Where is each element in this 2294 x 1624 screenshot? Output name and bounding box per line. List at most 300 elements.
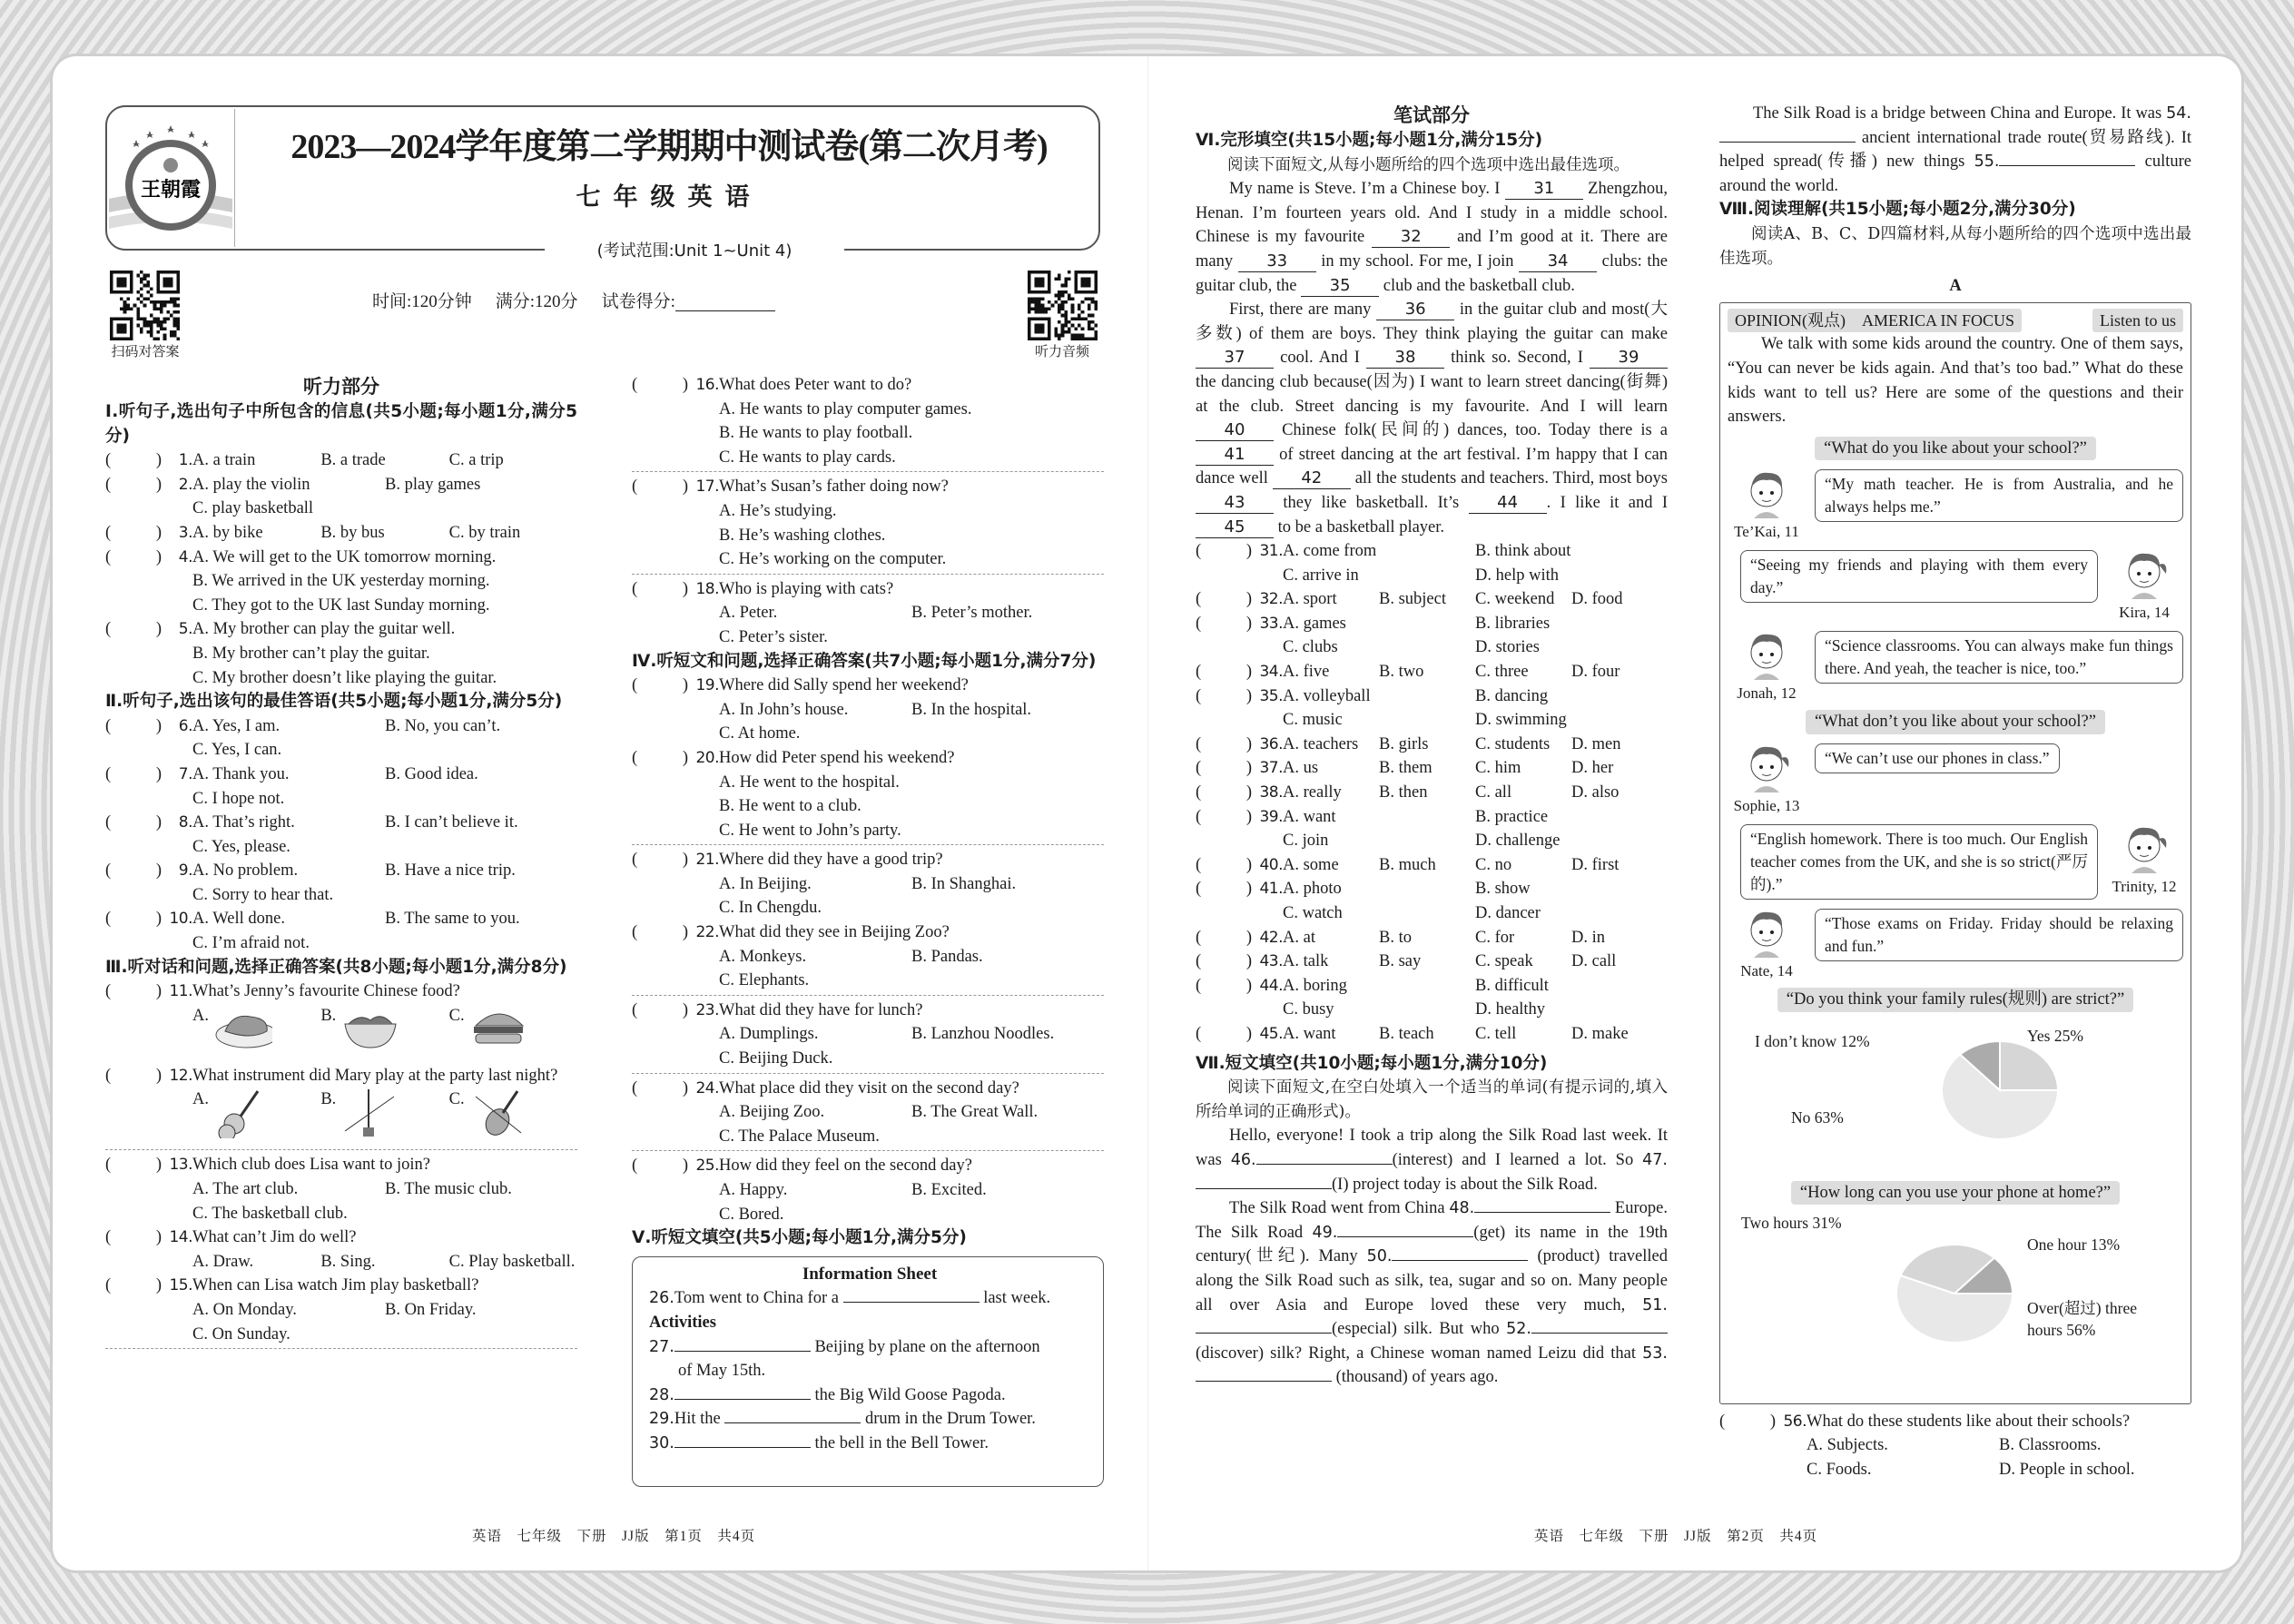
answer-bracket-45[interactable] [1196, 1022, 1252, 1047]
sheet-row [649, 1359, 1090, 1383]
question-text: Where did Sally spend her weekend? [719, 676, 969, 695]
option-b[interactable]: B. think about [1475, 542, 1571, 561]
option-a[interactable]: A. boring [1283, 976, 1347, 995]
option-a[interactable]: A. Subjects. [1807, 1436, 1888, 1455]
answer-bracket-33[interactable] [1196, 612, 1252, 660]
page-fold-divider [1147, 56, 1148, 1570]
option-c[interactable]: C. clubs [1283, 638, 1338, 657]
answer-blank[interactable] [843, 1302, 980, 1303]
option-d[interactable]: D. People in school. [1999, 1460, 2135, 1479]
question-17 [632, 475, 1104, 574]
option-a[interactable]: A. teachers [1283, 734, 1359, 753]
passage-banner [1728, 309, 2183, 333]
option-b[interactable]: B. a trade [320, 451, 386, 470]
question-text: What place did they visit on the second day? [719, 1078, 1019, 1097]
option-b[interactable]: B. them [1379, 759, 1433, 778]
question-45 [1196, 1022, 1668, 1047]
option-a[interactable] [192, 1004, 320, 1064]
question-gutter [1196, 781, 1283, 805]
answer-bracket-31[interactable] [1196, 539, 1252, 587]
answer-bracket-8[interactable] [105, 811, 162, 859]
option-c[interactable]: C. join [1283, 832, 1329, 851]
option-d[interactable]: D. make [1571, 1024, 1629, 1043]
option-c[interactable]: C. They got to the UK last Sunday morning. [192, 595, 490, 615]
option-c[interactable]: C. Bored. [719, 1205, 784, 1224]
option-b[interactable] [320, 1088, 448, 1147]
question-banner: “What do you like about your school?” [1815, 437, 2096, 461]
option-d[interactable]: D. food [1571, 590, 1623, 609]
section-title: Ⅱ.听句子,选出该句的最佳答语(共5小题;每小题1分,满分5分) [105, 692, 563, 712]
option-b[interactable]: B. play games [385, 475, 481, 494]
answer-bracket-25[interactable] [632, 1154, 688, 1226]
section-title: Ⅲ.听对话和问题,选择正确答案(共8小题;每小题1分,满分8分) [105, 957, 567, 977]
passage-text: (thousand) of years ago. [1332, 1368, 1499, 1387]
question-gutter [105, 763, 192, 811]
option-c[interactable]: C. Play basketball. [448, 1252, 576, 1271]
passage-text: Hello, everyone! I took a trip along the Silk Road last week. It was [1196, 1127, 1668, 1169]
question-body [1283, 684, 1668, 733]
question-body [1283, 660, 1668, 684]
option-a[interactable]: A. by bike [192, 523, 263, 542]
answer-bracket-39[interactable] [1196, 805, 1252, 853]
pie-slice [2000, 1041, 2058, 1090]
question-gutter [632, 920, 719, 993]
option-d[interactable]: D. dancer [1475, 904, 1541, 922]
option-c[interactable]: C. Beijing Duck. [719, 1049, 833, 1068]
cloze-blank-36[interactable]: 36 [1376, 300, 1454, 320]
option-c[interactable]: C. music [1283, 711, 1343, 730]
option-label: B. [320, 1006, 337, 1025]
option-d[interactable]: D. men [1571, 734, 1621, 753]
option-a[interactable]: A. That’s right. [192, 813, 295, 832]
cloze-blank-45[interactable]: 45 [1196, 517, 1274, 538]
option-a[interactable]: A. Peter. [719, 604, 778, 623]
passage-text: The Silk Road went from China [1229, 1199, 1450, 1218]
answer-bracket-23[interactable] [632, 999, 688, 1071]
question-number: 24. [695, 1078, 719, 1097]
answer-options [192, 617, 577, 690]
option-c[interactable]: C. weekend [1475, 590, 1555, 609]
answer-bracket-24[interactable] [632, 1077, 688, 1149]
option-c[interactable]: C. Elephants. [719, 971, 810, 990]
answer-bracket-34[interactable] [1196, 660, 1252, 684]
fill-blank-49[interactable] [1337, 1236, 1473, 1237]
option-c[interactable]: C. tell [1475, 1024, 1517, 1043]
question-gutter [632, 1077, 719, 1149]
speech-bubble: “My math teacher. He is from Australia, and he always helps me.” [1815, 469, 2183, 522]
option-a[interactable]: A. Beijing Zoo. [719, 1103, 825, 1122]
option-b[interactable]: B. libraries [1475, 614, 1551, 633]
option-c[interactable]: C. for [1475, 928, 1515, 947]
option-c[interactable]: C. all [1475, 783, 1512, 802]
option-b[interactable]: B. The Great Wall. [911, 1103, 1039, 1122]
option-a[interactable]: A. Well done. [192, 910, 285, 929]
option-c[interactable]: C. students [1475, 734, 1551, 753]
option-b[interactable]: B. I can’t believe it. [385, 813, 518, 832]
option-c[interactable]: C. My brother doesn’t like playing the guitar. [192, 668, 497, 687]
answer-bracket-35[interactable] [1196, 684, 1252, 733]
option-a[interactable]: A. want [1283, 807, 1336, 826]
option-d[interactable]: D. first [1571, 855, 1620, 874]
option-c[interactable]: C. speak [1475, 952, 1533, 971]
answer-bracket-22[interactable] [632, 920, 688, 993]
speech-row [1728, 627, 2183, 703]
answer-bracket-38[interactable] [1196, 781, 1252, 805]
question-body [1283, 950, 1668, 974]
answer-bracket-42[interactable] [1196, 926, 1252, 950]
option-a[interactable] [192, 1088, 320, 1147]
question-18 [632, 577, 1104, 650]
option-c[interactable]: C. He’s working on the computer. [719, 550, 947, 569]
option-b[interactable]: B. Sing. [320, 1252, 376, 1271]
question-body [719, 577, 1104, 650]
answer-bracket-56[interactable] [1719, 1410, 1776, 1482]
option-c[interactable]: C. a trip [448, 451, 504, 470]
answer-bracket-21[interactable] [632, 848, 688, 920]
cloze-blank-33[interactable]: 33 [1238, 251, 1316, 272]
option-a[interactable]: A. He wants to play computer games. [719, 399, 972, 418]
option-d[interactable]: D. challenge [1475, 832, 1561, 851]
option-c[interactable]: C. Foods. [1807, 1460, 1872, 1479]
logo-divider [234, 109, 235, 247]
option-a[interactable]: A. Yes, I am. [192, 716, 281, 735]
option-a[interactable]: A. In Beijing. [719, 874, 812, 893]
option-b[interactable]: B. Lanzhou Noodles. [911, 1025, 1055, 1044]
option-a[interactable]: A. In John’s house. [719, 700, 849, 719]
question-number: 18. [695, 579, 719, 598]
question-number: 3. [178, 523, 192, 542]
option-a[interactable]: A. On Monday. [192, 1301, 297, 1319]
option-b[interactable]: B. No, you can’t. [385, 716, 501, 735]
cloze-blank-43[interactable]: 43 [1196, 493, 1274, 514]
question-gutter [632, 848, 719, 920]
option-a[interactable]: A. some [1283, 855, 1339, 874]
score-field[interactable] [675, 295, 775, 311]
answer-bracket-5[interactable] [105, 617, 162, 690]
option-b[interactable]: B. Pandas. [911, 947, 983, 966]
option-d[interactable]: D. her [1571, 759, 1614, 778]
question-gutter [105, 811, 192, 859]
option-b[interactable]: B. show [1475, 880, 1531, 899]
option-b[interactable]: B. The same to you. [385, 910, 520, 929]
cloze-blank-32[interactable]: 32 [1372, 227, 1450, 248]
question-body [1283, 877, 1668, 925]
option-a[interactable]: A. us [1283, 759, 1319, 778]
option-c[interactable]: C. watch [1283, 904, 1343, 922]
answer-options [719, 872, 1104, 920]
option-d[interactable]: D. help with [1475, 566, 1559, 585]
option-b[interactable]: B. teach [1379, 1024, 1434, 1043]
answer-qr-code[interactable] [110, 271, 180, 340]
option-d[interactable]: D. stories [1475, 638, 1540, 657]
option-a[interactable]: A. talk [1283, 952, 1329, 971]
question-22 [632, 920, 1104, 996]
child-name: Te’Kai, 11 [1734, 523, 1799, 541]
option-a[interactable]: A. No problem. [192, 861, 299, 881]
option-b[interactable]: B. Classrooms. [1999, 1436, 2102, 1455]
option-b[interactable]: B. subject [1379, 590, 1446, 609]
question-gutter [1196, 733, 1283, 757]
item-text: Tom went to China for a [674, 1289, 839, 1308]
option-a[interactable]: A. We will get to the UK tomorrow morning. [192, 547, 497, 566]
answer-bracket-36[interactable] [1196, 733, 1252, 757]
question-31 [1196, 539, 1668, 587]
answer-options [192, 1177, 577, 1225]
option-c[interactable]: C. He went to John’s party. [719, 821, 901, 840]
option-c[interactable]: C. I’m afraid not. [192, 934, 310, 953]
option-a[interactable]: A. play the violin [192, 475, 310, 494]
speech-row [1728, 466, 2183, 541]
option-c[interactable]: C. In Chengdu. [719, 899, 822, 918]
cloze-blank-37[interactable]: 37 [1196, 348, 1274, 369]
option-c[interactable]: C. him [1475, 759, 1521, 778]
cloze-blank-39[interactable]: 39 [1590, 348, 1668, 369]
question-body [192, 473, 577, 521]
option-b[interactable]: B. On Friday. [385, 1301, 477, 1319]
question-8 [105, 811, 577, 859]
option-d[interactable]: D. four [1571, 663, 1620, 682]
answer-bracket-32[interactable] [1196, 587, 1252, 612]
answer-bracket-19[interactable] [632, 674, 688, 746]
passage-text: My name is Steve. I’m a Chinese boy. I [1229, 180, 1505, 199]
option-a[interactable]: A. Draw. [192, 1252, 254, 1271]
option-c[interactable]: C. The Palace Museum. [719, 1127, 880, 1146]
option-c[interactable]: C. The basketball club. [192, 1204, 348, 1223]
question-56 [1719, 1410, 2191, 1482]
answer-bracket-4[interactable] [105, 546, 162, 618]
option-b[interactable]: B. practice [1475, 807, 1549, 826]
option-label: C. [448, 1090, 465, 1109]
answer-bracket-16[interactable] [632, 373, 688, 469]
option-c[interactable]: C. busy [1283, 1000, 1334, 1019]
fill-blank-52[interactable] [1531, 1333, 1668, 1334]
fill-blank-55[interactable] [1999, 165, 2135, 166]
option-a[interactable]: A. games [1283, 614, 1346, 633]
question-number: 12. [169, 1066, 192, 1085]
fill-blank-46[interactable] [1256, 1164, 1393, 1165]
answer-bracket-9[interactable] [105, 859, 162, 907]
option-d[interactable]: D. in [1571, 928, 1605, 947]
option-d[interactable]: D. swimming [1475, 711, 1567, 730]
answer-options [192, 859, 577, 907]
option-b[interactable]: B. two [1379, 663, 1424, 682]
option-b[interactable]: B. difficult [1475, 976, 1549, 995]
answer-bracket-3[interactable] [105, 521, 162, 546]
answer-bracket-43[interactable] [1196, 950, 1252, 974]
exam-meta [372, 290, 775, 315]
fill-blank-54[interactable] [1719, 142, 1856, 143]
option-a[interactable]: A. Thank you. [192, 764, 290, 783]
question-body [192, 1064, 577, 1148]
cloze-blank-42[interactable]: 42 [1273, 468, 1351, 489]
fill-blank-53[interactable] [1196, 1381, 1332, 1382]
option-b[interactable]: B. In the hospital. [911, 700, 1032, 719]
fill-blank-50[interactable] [1392, 1260, 1528, 1261]
answer-options [192, 907, 577, 955]
fill-blank-51[interactable] [1196, 1333, 1332, 1334]
fill-blank-48[interactable] [1474, 1212, 1610, 1213]
passage-text: of street dancing at the art festival. I’m happy that I can dance well [1196, 445, 1668, 488]
chart-title: “Do you think your family rules(规则) are strict?” [1777, 988, 2133, 1012]
cloze-blank-41[interactable]: 41 [1196, 445, 1274, 466]
option-a[interactable]: A. My brother can play the guitar well. [192, 620, 456, 639]
answer-bracket-13[interactable] [105, 1153, 162, 1225]
answer-bracket-15[interactable] [105, 1274, 162, 1346]
option-c[interactable] [449, 1088, 577, 1147]
answer-bracket-7[interactable] [105, 763, 162, 811]
answer-bracket-11[interactable] [105, 979, 162, 1064]
cloze-blank-34[interactable]: 34 [1519, 251, 1597, 272]
audio-qr-code[interactable] [1028, 271, 1098, 340]
option-a[interactable]: A. a train [192, 451, 256, 470]
option-b[interactable]: B. Peter’s mother. [911, 604, 1033, 623]
answer-bracket-12[interactable] [105, 1064, 162, 1148]
question-42 [1196, 926, 1668, 950]
option-b[interactable]: B. He wants to play football. [719, 424, 913, 443]
answer-bracket-6[interactable] [105, 714, 162, 763]
option-a[interactable]: A. sport [1283, 590, 1337, 609]
child-avatar-icon [2117, 821, 2171, 873]
question-gutter [632, 746, 719, 842]
option-a[interactable]: A. come from [1283, 542, 1377, 561]
cloze-blank-31[interactable]: 31 [1505, 179, 1583, 200]
answer-bracket-17[interactable] [632, 475, 688, 571]
option-c[interactable]: C. Peter’s sister. [719, 627, 828, 646]
option-c[interactable]: C. three [1475, 663, 1529, 682]
question-gutter [105, 979, 192, 1064]
option-label: C. [448, 1006, 465, 1025]
exam-scope: (考试范围:Unit 1~Unit 4) [545, 240, 844, 263]
question-number: 42. [1259, 928, 1283, 947]
question-gutter [632, 1154, 719, 1226]
option-c[interactable]: C. Sorry to hear that. [192, 885, 334, 904]
answer-blank[interactable] [674, 1399, 811, 1400]
option-b[interactable]: B. My brother can’t play the guitar. [192, 644, 430, 663]
option-b[interactable]: B. girls [1379, 734, 1429, 753]
question-body [719, 746, 1104, 842]
answer-blank[interactable] [674, 1447, 811, 1448]
option-c[interactable]: C. At home. [719, 724, 801, 743]
option-b[interactable]: B. dancing [1475, 686, 1549, 705]
cloze-blank-35[interactable]: 35 [1301, 276, 1379, 297]
option-c[interactable]: C. by train [448, 523, 521, 542]
passage-paragraph [1196, 1124, 1668, 1196]
option-b[interactable]: B. then [1379, 783, 1428, 802]
passage-text: they like basketball. It’s [1274, 493, 1469, 512]
option-b[interactable]: B. In Shanghai. [911, 874, 1017, 893]
answer-bracket-1[interactable] [105, 448, 162, 473]
option-a[interactable]: A. The art club. [192, 1180, 299, 1199]
option-b[interactable]: B. He’s washing clothes. [719, 526, 886, 545]
option-b[interactable]: B. to [1379, 928, 1412, 947]
option-b[interactable]: B. The music club. [385, 1180, 512, 1199]
option-b[interactable]: B. Have a nice trip. [385, 861, 516, 881]
option-b[interactable]: B. We arrived in the UK yesterday morning. [192, 572, 490, 591]
option-b[interactable]: B. Good idea. [385, 764, 478, 783]
option-c[interactable]: C. arrive in [1283, 566, 1359, 585]
option-a[interactable]: A. volleyball [1283, 686, 1371, 705]
cloze-blank-40[interactable]: 40 [1196, 420, 1274, 441]
question-38 [1196, 781, 1668, 805]
option-d[interactable]: D. call [1571, 952, 1617, 971]
blank-number: 46. [1230, 1150, 1256, 1169]
question-number: 7. [178, 764, 192, 783]
question-gutter [105, 859, 192, 907]
option-c[interactable]: C. Yes, I can. [192, 741, 282, 760]
option-b[interactable]: B. by bus [320, 523, 385, 542]
cloze-blank-44[interactable]: 44 [1469, 493, 1547, 514]
question-banner: “What don’t you like about your school?” [1806, 710, 2105, 734]
option-c[interactable]: C. On Sunday. [192, 1324, 290, 1343]
answer-bracket-14[interactable] [105, 1225, 162, 1274]
option-d[interactable]: D. healthy [1475, 1000, 1546, 1019]
answer-bracket-10[interactable] [105, 907, 162, 955]
option-c[interactable]: C. no [1475, 855, 1512, 874]
option-c[interactable]: C. I hope not. [192, 789, 285, 808]
question-gutter [1196, 926, 1283, 950]
answer-bracket-18[interactable] [632, 577, 688, 650]
answer-bracket-37[interactable] [1196, 756, 1252, 781]
option-c[interactable]: C. Yes, please. [192, 837, 290, 856]
passage-text: (I) project today is about the Silk Road. [1332, 1175, 1598, 1194]
answer-options [1283, 877, 1668, 925]
option-b[interactable]: B. say [1379, 952, 1422, 971]
answer-options [192, 1298, 577, 1346]
option-a[interactable]: A. Dumplings. [719, 1025, 819, 1044]
question-number: 45. [1259, 1024, 1283, 1043]
passage-text: . I like it and I [1546, 493, 1668, 512]
roast-duck-icon [214, 1004, 272, 1055]
passage-text: in the guitar club and most(大多数) of them are boys. They think playing the guitar can make [1196, 300, 1668, 343]
option-b[interactable]: B. Excited. [911, 1181, 987, 1199]
answer-bracket-41[interactable] [1196, 877, 1252, 925]
option-a[interactable]: A. want [1283, 1024, 1336, 1043]
question-gutter [1719, 1410, 1807, 1482]
passage-text: culture around the world. [1719, 153, 2191, 195]
question-body [1283, 926, 1668, 950]
blank-number: 47. [1642, 1150, 1668, 1169]
option-c[interactable]: C. He wants to play cards. [719, 448, 896, 467]
answer-bracket-2[interactable] [105, 473, 162, 521]
option-a[interactable]: A. really [1283, 783, 1342, 802]
answer-bracket-44[interactable] [1196, 974, 1252, 1022]
option-a[interactable]: A. Happy. [719, 1181, 788, 1199]
option-d[interactable]: D. also [1571, 783, 1620, 802]
answer-blank[interactable] [674, 1351, 811, 1352]
question-number: 41. [1259, 880, 1283, 899]
option-a[interactable]: A. He’s studying. [719, 501, 837, 520]
option-b[interactable]: B. much [1379, 855, 1436, 874]
option-c[interactable]: C. play basketball [192, 499, 314, 518]
answer-bracket-20[interactable] [632, 746, 688, 842]
option-c[interactable] [449, 1004, 577, 1064]
cloze-blank-38[interactable]: 38 [1366, 348, 1444, 369]
option-a[interactable]: A. photo [1283, 880, 1342, 899]
question-text: What did they have for lunch? [719, 1000, 923, 1019]
fill-blank-47[interactable] [1196, 1188, 1332, 1189]
option-a[interactable]: A. five [1283, 663, 1330, 682]
option-a[interactable]: A. He went to the hospital. [719, 773, 900, 792]
answer-bracket-40[interactable] [1196, 853, 1252, 878]
option-a[interactable]: A. Monkeys. [719, 947, 807, 966]
option-b[interactable] [320, 1004, 448, 1064]
column-3 [1196, 102, 1668, 1390]
option-a[interactable]: A. at [1283, 928, 1315, 947]
answer-blank[interactable] [724, 1422, 861, 1423]
child [1728, 627, 1806, 703]
section-title: Ⅵ.完形填空(共15小题;每小题1分,满分15分) [1196, 131, 1543, 150]
option-b[interactable]: B. He went to a club. [719, 797, 861, 816]
